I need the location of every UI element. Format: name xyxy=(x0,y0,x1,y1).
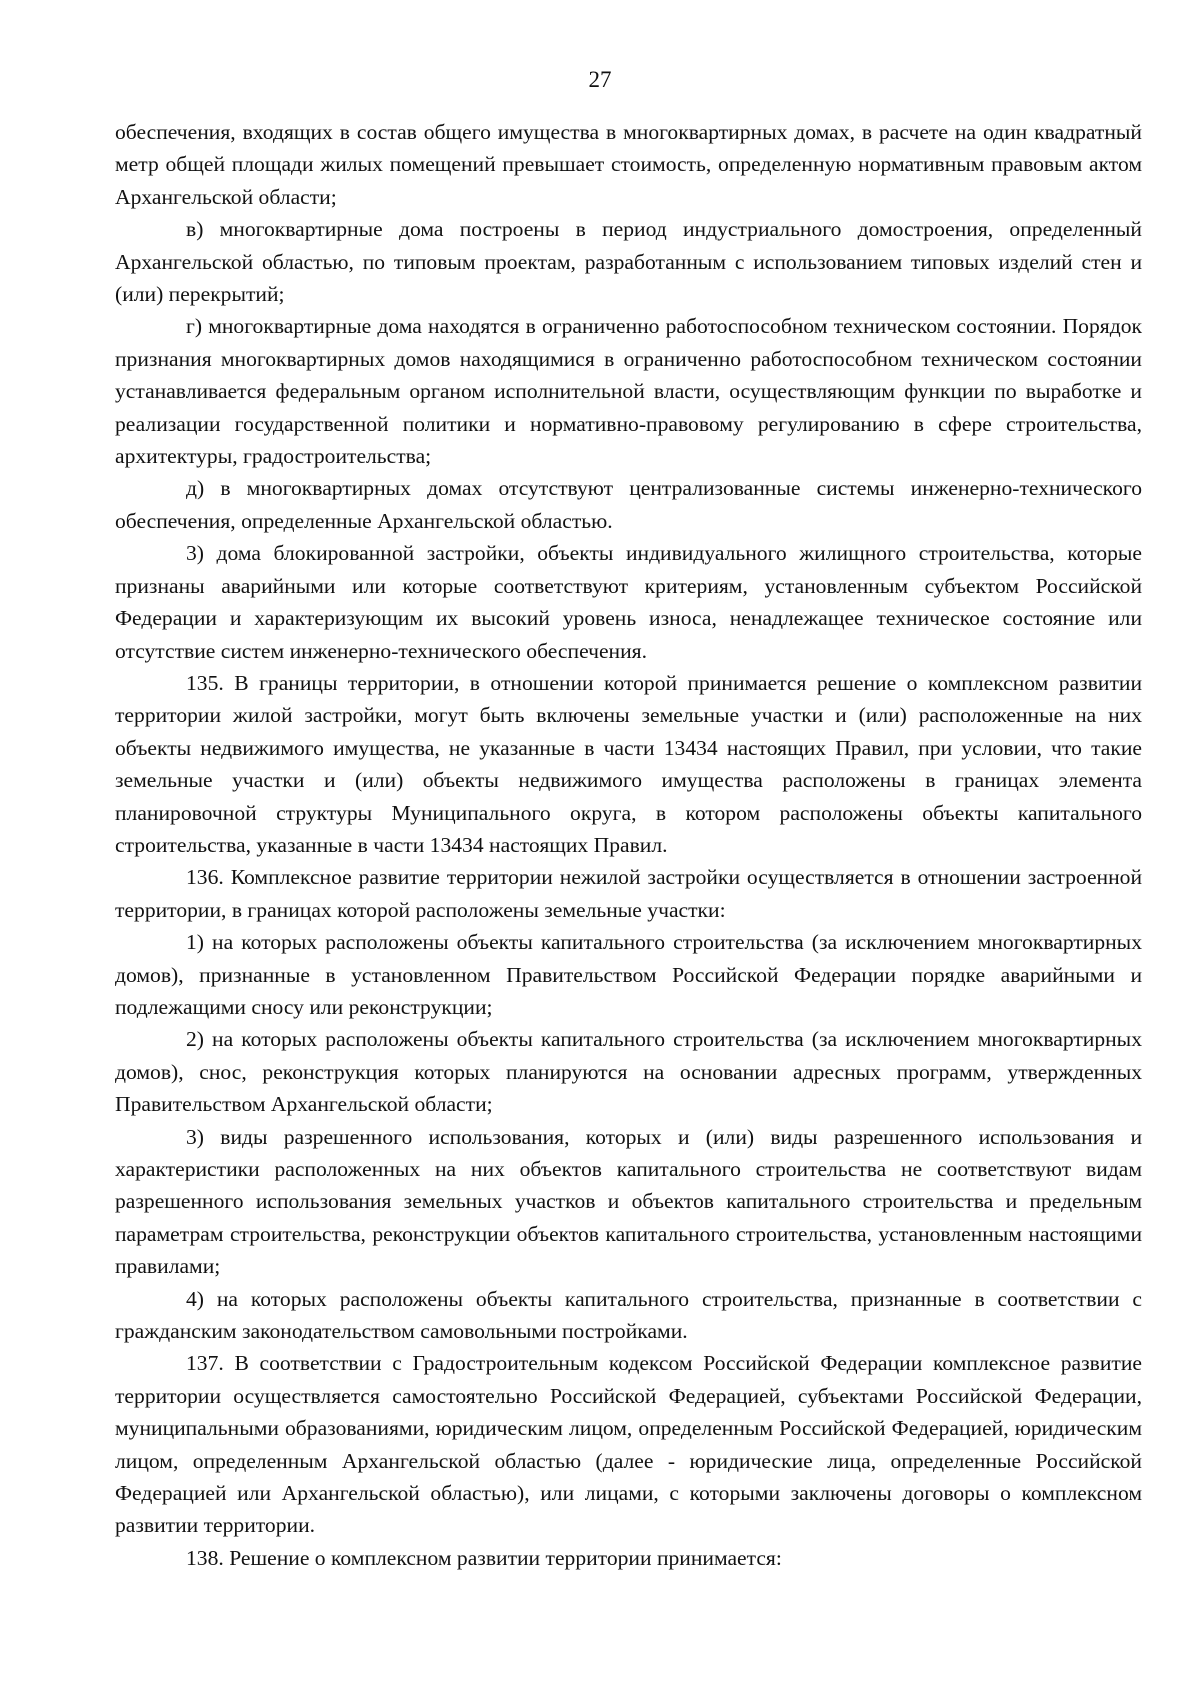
paragraph-137: 137. В соответствии с Градостроительным кодексом Российской Федерации комплексное развитие территории осуществляется самостоятельно Российской Федерацией, субъектами Российской Федерации, муниципальными образованиями, юридическим лицом, определенным Российской Федерацией, юридическим лицом, определенным Архангельской областью (далее - юридические лица, определенные Российской Федерацией или Архангельской областью), или лицами, с которыми заключены договоры о комплексном развитии территории. xyxy=(115,1351,1142,1538)
paragraph-item-d: д) в многоквартирных домах отсутствуют централизованные системы инженерно-технического обеспечения, определенные Архангельской областью. xyxy=(115,476,1142,533)
paragraph-136-item-3: 3) виды разрешенного использования, которых и (или) виды разрешенного использования и характеристики расположенных на них объектов капитального строительства не соответствуют видам разрешенного использования земельных участков и объектов капитального строительства и предельным параметрам строительства, реконструкции объектов капитального строительства, установленным настоящими правилами; xyxy=(115,1124,1142,1279)
paragraph-item-3: 3) дома блокированной застройки, объекты индивидуального жилищного строительства, которые признаны аварийными или которые соответствуют критериям, установленным субъектом Российской Федерации и характеризующим их высокий уровень износа, ненадлежащее техническое состояние или отсутствие систем инженерно-технического обеспечения. xyxy=(115,541,1142,663)
paragraph: обеспечения, входящих в состав общего имущества в многоквартирных домах, в расчете на один квадратный метр общей площади жилых помещений превышает стоимость, определенную нормативным правовым актом Архангельской области; xyxy=(115,120,1142,209)
paragraph-item-g: г) многоквартирные дома находятся в ограниченно работоспособном техническом состоянии. Порядок признания многоквартирных домов находящимися в ограниченно работоспособном техническом состоянии устанавливается федеральным органом исполнительной власти, осуществляющим функции по выработке и реализации государственной политики и нормативно-правовому регулированию в сфере строительства, архитектуры, градостроительства; xyxy=(115,314,1142,469)
page-number: 27 xyxy=(588,67,612,92)
document-body xyxy=(115,116,1142,1574)
paragraph-135: 135. В границы территории, в отношении которой принимается решение о комплексном развитии территории жилой застройки, могут быть включены земельные участки и (или) расположенные на них объекты недвижимого имущества, не указанные в части 13434 настоящих Правил, при условии, что такие земельные участки и (или) объекты недвижимого имущества расположены в границах элемента планировочной структуры Муниципального округа, в котором расположены объекты капитального строительства, указанные в части 13434 настоящих Правил. xyxy=(115,670,1142,857)
paragraph-138: 138. Решение о комплексном развитии территории принимается: xyxy=(186,1545,782,1570)
paragraph-136-item-1: 1) на которых расположены объекты капитального строительства (за исключением многоквартирных домов), признанные в установленном Правительством Российской Федерации порядке аварийными и подлежащими сносу или реконструкции; xyxy=(115,930,1142,1019)
paragraph-136-item-4: 4) на которых расположены объекты капитального строительства, признанные в соответствии с гражданским законодательством самовольными постройками. xyxy=(115,1286,1142,1344)
paragraph-136-item-2: 2) на которых расположены объекты капитального строительства (за исключением многоквартирных домов), снос, реконструкция которых планируются на основании адресных программ, утвержденных Правительством Архангельской области; xyxy=(115,1027,1142,1117)
paragraph-item-v: в) многоквартирные дома построены в период индустриального домостроения, определенный Архангельской областью, по типовым проектам, разработанным с использованием типовых изделий стен и (или) перекрытий; xyxy=(115,217,1142,307)
paragraph-136: 136. Комплексное развитие территории нежилой застройки осуществляется в отношении застроенной территории, в границах которой расположены земельные участки: xyxy=(115,865,1142,922)
